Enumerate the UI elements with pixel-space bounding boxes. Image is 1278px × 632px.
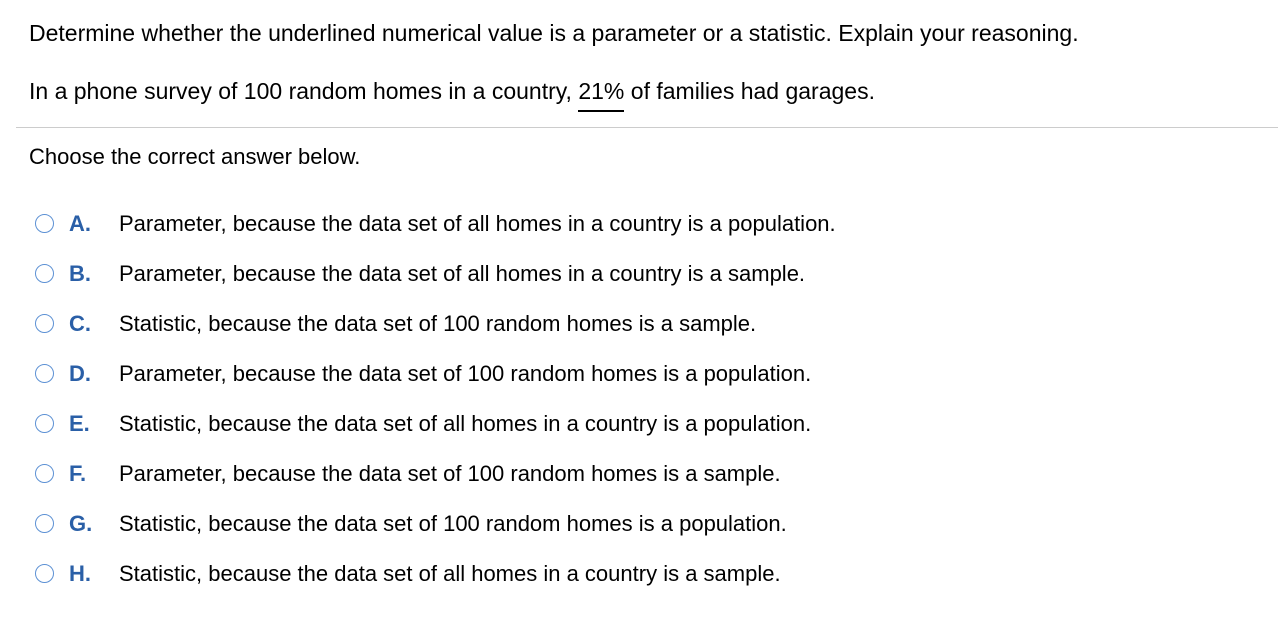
radio-button-h[interactable]	[35, 564, 54, 583]
question-instruction: Determine whether the underlined numerical value is a parameter or a statistic. Explain your reasoning.	[29, 20, 1079, 46]
option-f[interactable]	[31, 450, 991, 500]
radio-button-e[interactable]	[35, 414, 54, 433]
option-letter: A.	[69, 211, 91, 236]
option-text[interactable]: Parameter, because the data set of all homes in a country is a sample.	[119, 261, 806, 286]
option-g[interactable]	[31, 500, 991, 550]
option-c[interactable]	[31, 300, 991, 350]
option-letter: E.	[69, 411, 90, 436]
radio-button-g[interactable]	[35, 514, 54, 533]
option-letter: G.	[69, 511, 93, 536]
option-a[interactable]	[31, 200, 991, 250]
divider	[16, 127, 1278, 128]
radio-button-a[interactable]	[35, 214, 54, 233]
option-text[interactable]: Statistic, because the data set of all homes in a country is a sample.	[119, 561, 781, 586]
answer-options	[31, 200, 991, 600]
option-letter: H.	[69, 561, 91, 586]
stem-text-after: of families had garages.	[624, 78, 875, 104]
underlined-value: 21%	[578, 74, 624, 108]
option-letter: C.	[69, 311, 91, 336]
option-letter: F.	[69, 461, 87, 486]
stem-text-before: In a phone survey of 100 random homes in a country,	[29, 78, 579, 104]
option-text[interactable]: Parameter, because the data set of all homes in a country is a population.	[119, 211, 836, 236]
option-e[interactable]	[31, 400, 991, 450]
option-text[interactable]: Parameter, because the data set of 100 random homes is a population.	[119, 361, 812, 386]
option-letter: D.	[69, 361, 91, 386]
answer-prompt: Choose the correct answer below.	[29, 144, 361, 169]
radio-button-b[interactable]	[35, 264, 54, 283]
option-letter: B.	[69, 261, 91, 286]
option-d[interactable]	[31, 350, 991, 400]
radio-button-f[interactable]	[35, 464, 54, 483]
option-h[interactable]	[31, 550, 991, 600]
option-text[interactable]: Parameter, because the data set of 100 random homes is a sample.	[119, 461, 781, 486]
option-text[interactable]: Statistic, because the data set of 100 random homes is a population.	[119, 511, 787, 536]
option-b[interactable]	[31, 250, 991, 300]
question-stem	[29, 74, 875, 108]
radio-button-d[interactable]	[35, 364, 54, 383]
option-text[interactable]: Statistic, because the data set of 100 random homes is a sample.	[119, 311, 757, 336]
option-text[interactable]: Statistic, because the data set of all homes in a country is a population.	[119, 411, 812, 436]
radio-button-c[interactable]	[35, 314, 54, 333]
